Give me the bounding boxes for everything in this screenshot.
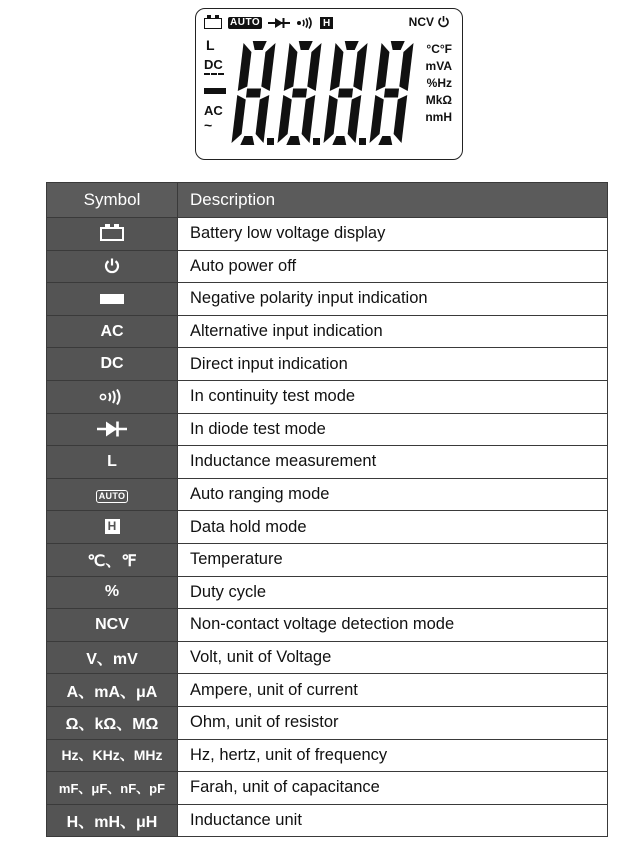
segment-d (240, 136, 254, 145)
decimal-point (267, 138, 274, 145)
segment-d (378, 136, 392, 145)
symbol-cell (47, 283, 178, 316)
table-row (47, 609, 608, 642)
decimal-point (359, 138, 366, 145)
decimal-point (313, 138, 320, 145)
unit-temp: °C°F (426, 42, 452, 56)
auto-indicator: AUTO (230, 17, 261, 28)
negative-bar-icon (100, 294, 124, 304)
description-cell: In diode test mode (178, 413, 608, 446)
description-cell: Direct input indication (178, 348, 608, 381)
segment-f (376, 43, 390, 91)
dc-dashes (204, 73, 224, 75)
segment-c (256, 95, 270, 143)
hold-indicator: H (320, 17, 333, 29)
symbol-cell: NCV (47, 609, 178, 642)
symbol-cell: DC (47, 348, 178, 381)
segment-c (394, 95, 408, 143)
auto-icon: AUTO (96, 490, 129, 503)
ncv-indicator: NCV (408, 15, 434, 29)
power-icon (437, 15, 450, 28)
seven-segment-digits (230, 35, 420, 153)
description-cell: Inductance measurement (178, 446, 608, 479)
description-cell: Battery low voltage display (178, 218, 608, 251)
table-row (47, 446, 608, 479)
ac-indicator: AC (204, 103, 223, 118)
symbol-cell: mF、μF、nF、pF (47, 772, 178, 805)
table-row (47, 283, 608, 316)
table-row (47, 478, 608, 511)
description-cell: Hz, hertz, unit of frequency (178, 739, 608, 772)
segment-f (284, 43, 298, 91)
description-cell: Ampere, unit of current (178, 674, 608, 707)
symbol-cell: % (47, 576, 178, 609)
segment-a (299, 41, 313, 50)
unit-ohm: MkΩ (425, 93, 452, 107)
description-cell: Alternative input indication (178, 315, 608, 348)
table-row (47, 250, 608, 283)
header-description: Description (178, 183, 608, 218)
segment-e (278, 95, 292, 143)
symbol-cell: A、mA、μA (47, 674, 178, 707)
description-cell: Temperature (178, 543, 608, 576)
symbol-cell: L (47, 446, 178, 479)
segment-a (345, 41, 359, 50)
symbol-cell: Hz、KHz、MHz (47, 739, 178, 772)
description-cell: Auto power off (178, 250, 608, 283)
battery-icon (100, 227, 124, 241)
segment-g (292, 89, 307, 98)
table-row (47, 413, 608, 446)
symbol-cell: H、mH、μH (47, 804, 178, 837)
segment-f (330, 43, 344, 91)
segment-a (391, 41, 405, 50)
segment-c (348, 95, 362, 143)
table-row (47, 380, 608, 413)
description-cell: Ohm, unit of resistor (178, 706, 608, 739)
segment-g (246, 89, 261, 98)
symbol-cell (47, 250, 178, 283)
table-row (47, 511, 608, 544)
power-icon (103, 257, 121, 275)
table-row (47, 706, 608, 739)
negative-indicator (204, 88, 226, 94)
ac-wave-icon: ~ (204, 117, 213, 133)
diode-icon (268, 17, 290, 29)
description-cell: Auto ranging mode (178, 478, 608, 511)
table-row (47, 348, 608, 381)
description-cell: Inductance unit (178, 804, 608, 837)
table-row (47, 674, 608, 707)
dc-indicator: DC (204, 57, 223, 72)
lcd-unit-indicators (408, 41, 452, 126)
lcd-top-indicators (204, 15, 333, 31)
symbol-cell (47, 511, 178, 544)
symbol-cell (47, 413, 178, 446)
table-row (47, 772, 608, 805)
diode-icon (97, 420, 127, 438)
segment-b (261, 43, 275, 91)
battery-icon (204, 18, 222, 29)
description-cell: Data hold mode (178, 511, 608, 544)
table-row (47, 804, 608, 837)
description-cell: Farah, unit of capacitance (178, 772, 608, 805)
symbol-cell: Ω、kΩ、MΩ (47, 706, 178, 739)
inductance-indicator: L (206, 37, 215, 53)
symbol-table (46, 182, 608, 837)
segment-d (286, 136, 300, 145)
description-cell: Volt, unit of Voltage (178, 641, 608, 674)
hold-icon: H (105, 519, 120, 534)
table-row (47, 315, 608, 348)
table-row (47, 739, 608, 772)
symbol-cell: AC (47, 315, 178, 348)
table-row (47, 576, 608, 609)
segment-b (307, 43, 321, 91)
segment-g (384, 89, 399, 98)
header-symbol: Symbol (47, 183, 178, 218)
continuity-icon (99, 389, 125, 405)
description-cell: Duty cycle (178, 576, 608, 609)
description-cell: In continuity test mode (178, 380, 608, 413)
segment-c (302, 95, 316, 143)
table-row (47, 543, 608, 576)
segment-a (253, 41, 267, 50)
lcd-display (195, 8, 463, 160)
unit-percent-hz: %Hz (426, 76, 452, 90)
segment-b (353, 43, 367, 91)
symbol-cell: V、mV (47, 641, 178, 674)
segment-f (238, 43, 252, 91)
symbol-cell (47, 218, 178, 251)
segment-e (232, 95, 246, 143)
description-cell: Negative polarity input indication (178, 283, 608, 316)
unit-capacitance: nmH (425, 110, 452, 124)
table-row (47, 641, 608, 674)
symbol-cell (47, 478, 178, 511)
segment-e (370, 95, 384, 143)
segment-g (338, 89, 353, 98)
unit-volt-amp: mVA (425, 59, 452, 73)
continuity-icon (296, 17, 314, 29)
segment-e (324, 95, 338, 143)
symbol-cell (47, 380, 178, 413)
symbol-cell: ℃、℉ (47, 543, 178, 576)
table-header (47, 183, 608, 218)
description-cell: Non-contact voltage detection mode (178, 609, 608, 642)
table-row (47, 218, 608, 251)
segment-d (332, 136, 346, 145)
